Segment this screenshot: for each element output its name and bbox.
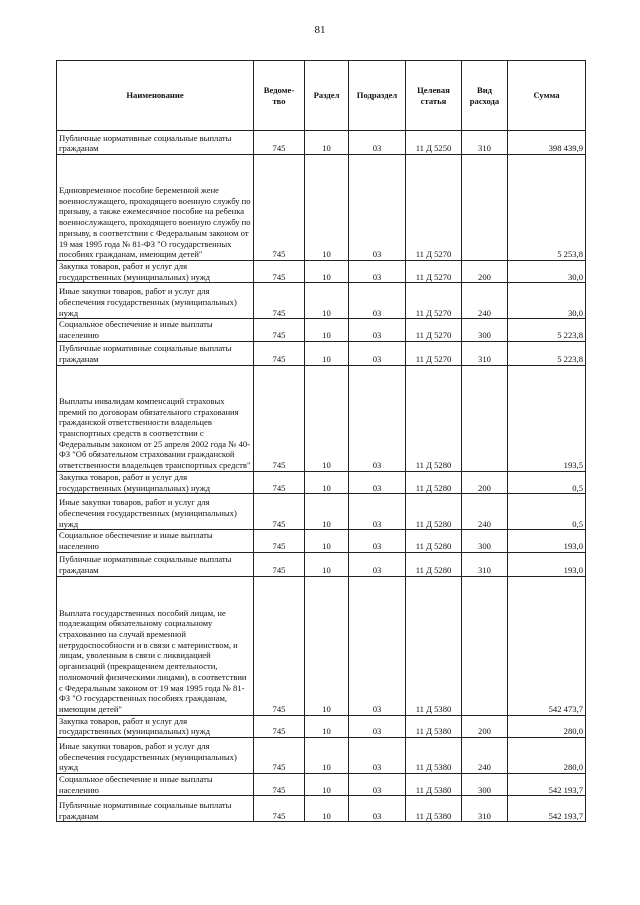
header-label: Подраздел <box>356 90 398 100</box>
header-summa <box>508 61 586 131</box>
cell-razdel: 10 <box>305 365 349 471</box>
cell-podrazdel: 03 <box>349 131 406 155</box>
cell-summa: 5 223,8 <box>508 341 586 365</box>
cell-razdel: 10 <box>305 155 349 261</box>
cell-name: Социальное обеспечение и иные выплаты населению <box>57 319 254 341</box>
cell-podrazdel: 03 <box>349 576 406 715</box>
cell-vedomstvo: 745 <box>254 738 305 774</box>
cell-vid: 240 <box>462 494 508 530</box>
cell-name: Единовременное пособие беременной жене военнослужащего, проходящего военную службу по призыву, а также ежемесячное пособие на ребенка военнослужащего, проходящего военную службу по призыву, в соответствии с Федеральным законом от 19 мая 1995 года № 81-ФЗ "О государственных пособиях гражданам, имеющим детей" <box>57 155 254 261</box>
cell-vedomstvo: 745 <box>254 283 305 319</box>
table-row <box>57 715 586 737</box>
cell-name: Иные закупки товаров, работ и услуг для обеспечения государственных (муниципальных) нужд <box>57 494 254 530</box>
table-body <box>57 131 586 822</box>
cell-vedomstvo: 745 <box>254 365 305 471</box>
cell-razdel: 10 <box>305 341 349 365</box>
header-vid <box>462 61 508 131</box>
cell-vid: 200 <box>462 261 508 283</box>
cell-statya: 11 Д 5380 <box>406 774 462 796</box>
cell-statya: 11 Д 5270 <box>406 261 462 283</box>
table-row <box>57 283 586 319</box>
cell-name: Иные закупки товаров, работ и услуг для обеспечения государственных (муниципальных) нужд <box>57 283 254 319</box>
cell-podrazdel: 03 <box>349 471 406 493</box>
table-row <box>57 494 586 530</box>
cell-podrazdel: 03 <box>349 715 406 737</box>
cell-podrazdel: 03 <box>349 738 406 774</box>
header-label: Сумма <box>533 90 560 100</box>
header-label: Вид расхода <box>469 84 500 106</box>
cell-podrazdel: 03 <box>349 319 406 341</box>
cell-podrazdel: 03 <box>349 774 406 796</box>
cell-vedomstvo: 745 <box>254 471 305 493</box>
cell-vid: 240 <box>462 738 508 774</box>
cell-vid: 300 <box>462 530 508 552</box>
page-number: 81 <box>314 24 326 36</box>
cell-summa: 193,0 <box>508 552 586 576</box>
cell-vid <box>462 155 508 261</box>
cell-statya: 11 Д 5270 <box>406 155 462 261</box>
cell-name: Социальное обеспечение и иные выплаты населению <box>57 530 254 552</box>
header-vedomstvo <box>254 61 305 131</box>
cell-name: Публичные нормативные социальные выплаты гражданам <box>57 341 254 365</box>
header-label: Целевая статья <box>417 84 450 106</box>
cell-vid: 200 <box>462 471 508 493</box>
cell-vedomstvo: 745 <box>254 552 305 576</box>
cell-podrazdel: 03 <box>349 365 406 471</box>
header-podrazdel <box>349 61 406 131</box>
table-header-row <box>57 61 586 131</box>
cell-razdel: 10 <box>305 261 349 283</box>
cell-vedomstvo: 745 <box>254 155 305 261</box>
budget-table <box>56 60 586 822</box>
cell-summa: 0,5 <box>508 471 586 493</box>
cell-razdel: 10 <box>305 796 349 822</box>
header-label: Ведоме- тво <box>263 84 295 106</box>
cell-summa: 542 193,7 <box>508 796 586 822</box>
table-row <box>57 774 586 796</box>
cell-vedomstvo: 745 <box>254 715 305 737</box>
cell-podrazdel: 03 <box>349 283 406 319</box>
cell-vid: 200 <box>462 715 508 737</box>
cell-vedomstvo: 745 <box>254 341 305 365</box>
cell-razdel: 10 <box>305 552 349 576</box>
table-row <box>57 471 586 493</box>
table-row <box>57 261 586 283</box>
cell-summa: 542 193,7 <box>508 774 586 796</box>
cell-vid: 310 <box>462 131 508 155</box>
header-label: Наименование <box>126 90 184 100</box>
cell-vid: 300 <box>462 319 508 341</box>
cell-summa: 193,0 <box>508 530 586 552</box>
table-row <box>57 131 586 155</box>
cell-podrazdel: 03 <box>349 261 406 283</box>
cell-razdel: 10 <box>305 319 349 341</box>
cell-name: Закупка товаров, работ и услуг для государственных (муниципальных) нужд <box>57 471 254 493</box>
cell-name: Иные закупки товаров, работ и услуг для обеспечения государственных (муниципальных) нужд <box>57 738 254 774</box>
cell-name: Публичные нормативные социальные выплаты гражданам <box>57 131 254 155</box>
cell-statya: 11 Д 5280 <box>406 365 462 471</box>
table-row <box>57 738 586 774</box>
cell-statya: 11 Д 5270 <box>406 283 462 319</box>
cell-summa: 280,0 <box>508 738 586 774</box>
cell-statya: 11 Д 5380 <box>406 738 462 774</box>
table-row <box>57 365 586 471</box>
cell-statya: 11 Д 5280 <box>406 494 462 530</box>
cell-summa: 542 473,7 <box>508 576 586 715</box>
cell-vid: 240 <box>462 283 508 319</box>
cell-statya: 11 Д 5380 <box>406 715 462 737</box>
header-label: Раздел <box>313 90 340 100</box>
cell-name: Закупка товаров, работ и услуг для государственных (муниципальных) нужд <box>57 715 254 737</box>
cell-summa: 280,0 <box>508 715 586 737</box>
cell-summa: 30,0 <box>508 261 586 283</box>
cell-razdel: 10 <box>305 283 349 319</box>
cell-razdel: 10 <box>305 774 349 796</box>
table-row <box>57 552 586 576</box>
cell-summa: 398 439,9 <box>508 131 586 155</box>
cell-vid <box>462 576 508 715</box>
cell-vedomstvo: 745 <box>254 530 305 552</box>
cell-razdel: 10 <box>305 530 349 552</box>
table-row <box>57 155 586 261</box>
cell-vedomstvo: 745 <box>254 796 305 822</box>
cell-vid: 310 <box>462 796 508 822</box>
cell-name: Социальное обеспечение и иные выплаты населению <box>57 774 254 796</box>
cell-statya: 11 Д 5280 <box>406 471 462 493</box>
cell-summa: 5 223,8 <box>508 319 586 341</box>
cell-vedomstvo: 745 <box>254 774 305 796</box>
cell-vedomstvo: 745 <box>254 319 305 341</box>
cell-vedomstvo: 745 <box>254 261 305 283</box>
cell-podrazdel: 03 <box>349 552 406 576</box>
cell-razdel: 10 <box>305 715 349 737</box>
cell-statya: 11 Д 5280 <box>406 552 462 576</box>
cell-vid: 310 <box>462 552 508 576</box>
header-name <box>57 61 254 131</box>
cell-statya: 11 Д 5280 <box>406 530 462 552</box>
cell-statya: 11 Д 5270 <box>406 341 462 365</box>
header-razdel <box>305 61 349 131</box>
cell-podrazdel: 03 <box>349 494 406 530</box>
cell-summa: 5 253,8 <box>508 155 586 261</box>
cell-name: Выплата государственных пособий лицам, не подлежащим обязательному социальному страхованию на случай временной нетрудоспособности и в связи с материнством, и лицам, уволенным в связи с ликвидацией организаций (прекращением деятельности, полномочий физическими лицами), в соответствии с Федеральным законом от 19 мая 1995 года № 81-ФЗ "О государственных пособиях гражданам, имеющим детей" <box>57 576 254 715</box>
cell-name: Выплаты инвалидам компенсаций страховых премий по договорам обязательного страхования гражданской ответственности владельцев транспортных средств в соответствии с Федеральным законом от 25 апреля 2002 года № 40-ФЗ "Об обязательном страховании гражданской ответственности владельцев транспортных средств" <box>57 365 254 471</box>
cell-vid <box>462 365 508 471</box>
table-row <box>57 341 586 365</box>
cell-podrazdel: 03 <box>349 530 406 552</box>
cell-vid: 310 <box>462 341 508 365</box>
cell-podrazdel: 03 <box>349 796 406 822</box>
cell-summa: 193,5 <box>508 365 586 471</box>
cell-razdel: 10 <box>305 494 349 530</box>
cell-razdel: 10 <box>305 471 349 493</box>
cell-statya: 11 Д 5250 <box>406 131 462 155</box>
cell-statya: 11 Д 5380 <box>406 796 462 822</box>
table-row <box>57 530 586 552</box>
cell-statya: 11 Д 5380 <box>406 576 462 715</box>
cell-podrazdel: 03 <box>349 155 406 261</box>
cell-vid: 300 <box>462 774 508 796</box>
cell-name: Публичные нормативные социальные выплаты гражданам <box>57 552 254 576</box>
cell-statya: 11 Д 5270 <box>406 319 462 341</box>
cell-vedomstvo: 745 <box>254 494 305 530</box>
cell-name: Публичные нормативные социальные выплаты гражданам <box>57 796 254 822</box>
table-row <box>57 576 586 715</box>
cell-vedomstvo: 745 <box>254 131 305 155</box>
cell-summa: 30,0 <box>508 283 586 319</box>
table-row <box>57 796 586 822</box>
cell-razdel: 10 <box>305 131 349 155</box>
cell-razdel: 10 <box>305 576 349 715</box>
cell-vedomstvo: 745 <box>254 576 305 715</box>
cell-podrazdel: 03 <box>349 341 406 365</box>
table-row <box>57 319 586 341</box>
cell-name: Закупка товаров, работ и услуг для государственных (муниципальных) нужд <box>57 261 254 283</box>
cell-summa: 0,5 <box>508 494 586 530</box>
header-statya <box>406 61 462 131</box>
cell-razdel: 10 <box>305 738 349 774</box>
